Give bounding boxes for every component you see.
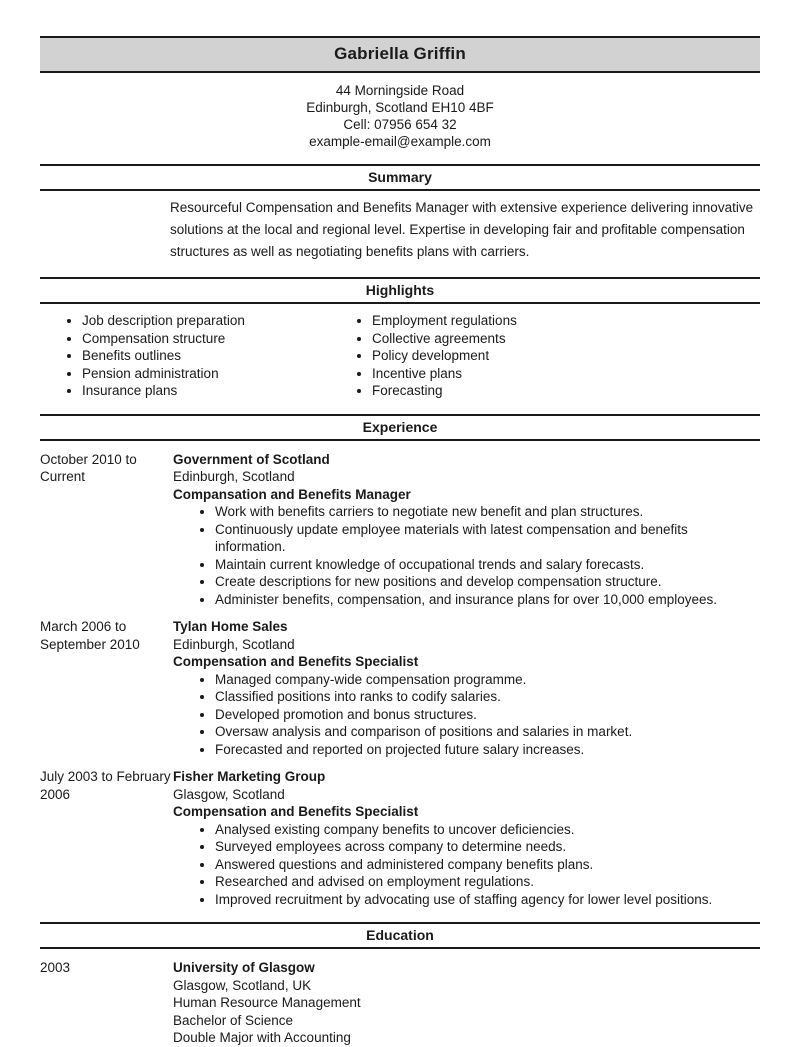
job-bullet: • Surveyed employees across company to determine needs. bbox=[215, 838, 760, 856]
highlights-columns bbox=[40, 312, 760, 400]
education-entry bbox=[40, 959, 760, 1047]
highlight-item: • Compensation structure bbox=[82, 330, 330, 347]
email-address: example-email@example.com bbox=[309, 134, 491, 149]
job-bullet-list bbox=[173, 503, 760, 608]
address-line-1: 44 Morningside Road bbox=[335, 83, 465, 98]
job-bullet: • Researched and advised on employment regulations. bbox=[215, 873, 760, 891]
job-bullet: • Create descriptions for new positions and develop compensation structure. bbox=[215, 573, 760, 591]
job-location: Edinburgh, Scotland bbox=[173, 469, 295, 484]
job-date: October 2010 to Current bbox=[40, 451, 137, 484]
person-name: Gabriella Griffin bbox=[334, 44, 466, 63]
job-location: Glasgow, Scotland bbox=[173, 786, 285, 802]
job-body bbox=[173, 618, 760, 758]
highlights-list-right bbox=[330, 312, 517, 400]
contact-block bbox=[40, 82, 760, 150]
experience-entry bbox=[40, 451, 760, 609]
education-date: 2003 bbox=[40, 960, 71, 975]
highlight-item: • Forecasting bbox=[372, 382, 517, 399]
highlight-item: • Pension administration bbox=[82, 365, 330, 382]
job-bullet: • Answered questions and administered company benefits plans. bbox=[215, 856, 760, 874]
job-bullet: • Improved recruitment by advocating use of staffing agency for lower level positions. bbox=[215, 891, 760, 909]
job-location: Edinburgh, Scotland bbox=[173, 636, 295, 652]
job-bullet: • Administer benefits, compensation, and insurance plans for over 10,000 employees. bbox=[215, 591, 760, 609]
job-bullet: • Forecasted and reported on projected future salary increases. bbox=[215, 741, 760, 759]
highlights-list-left bbox=[40, 312, 330, 400]
experience-entry bbox=[40, 618, 760, 758]
education-school: University of Glasgow bbox=[173, 960, 315, 975]
experience-heading: Experience bbox=[40, 414, 760, 441]
job-bullet: • Managed company-wide compensation programme. bbox=[215, 671, 760, 689]
job-role: Compensation and Benefits Specialist bbox=[173, 804, 419, 819]
highlight-item: • Job description preparation bbox=[82, 312, 330, 329]
job-bullet: • Developed promotion and bonus structures. bbox=[215, 706, 760, 724]
job-bullet: • Work with benefits carriers to negotiate new benefit and plan structures. bbox=[215, 503, 760, 521]
job-bullet: • Analysed existing company benefits to uncover deficiencies. bbox=[215, 821, 760, 839]
education-note: Double Major with Accounting bbox=[173, 1030, 351, 1045]
address-line-2: Edinburgh, Scotland EH10 4BF bbox=[306, 100, 494, 115]
highlight-item: • Incentive plans bbox=[372, 365, 517, 382]
job-bullet: • Oversaw analysis and comparison of positions and salaries in market. bbox=[215, 723, 760, 741]
job-role: Compansation and Benefits Manager bbox=[173, 486, 411, 502]
highlights-heading: Highlights bbox=[40, 277, 760, 304]
job-company: Government of Scotland bbox=[173, 451, 330, 467]
job-body bbox=[173, 768, 760, 908]
job-date: July 2003 to February 2006 bbox=[40, 769, 171, 802]
job-date: March 2006 to September 2010 bbox=[40, 619, 140, 652]
highlight-item: • Insurance plans bbox=[82, 382, 330, 399]
education-body bbox=[173, 959, 760, 1047]
job-bullet: • Maintain current knowledge of occupational trends and salary forecasts. bbox=[215, 556, 760, 574]
summary-text: Resourceful Compensation and Benefits Manager with extensive experience delivering innovative solutions at the local and regional level. Expertise in developing fair and profitable compensation structures as well as negotiating benefits plans with carriers. bbox=[170, 200, 754, 259]
job-bullet-list bbox=[173, 821, 760, 909]
experience-entry bbox=[40, 768, 760, 908]
summary-heading: Summary bbox=[40, 164, 760, 191]
education-field: Human Resource Management bbox=[173, 995, 361, 1010]
name-banner bbox=[40, 36, 760, 73]
job-company: Fisher Marketing Group bbox=[173, 769, 326, 784]
job-role: Compensation and Benefits Specialist bbox=[173, 654, 419, 669]
job-body bbox=[173, 451, 760, 609]
job-bullet: • Classified positions into ranks to codify salaries. bbox=[215, 688, 760, 706]
job-company: Tylan Home Sales bbox=[173, 619, 288, 634]
job-bullet-list bbox=[173, 671, 760, 759]
education-heading: Education bbox=[40, 922, 760, 949]
job-bullet: • Continuously update employee materials with latest compensation and benefits information. bbox=[215, 521, 760, 556]
education-degree: Bachelor of Science bbox=[173, 1012, 294, 1028]
highlight-item: • Benefits outlines bbox=[82, 347, 330, 364]
highlight-item: • Collective agreements bbox=[372, 330, 517, 347]
phone-number: Cell: 07956 654 32 bbox=[343, 117, 457, 132]
highlight-item: • Employment regulations bbox=[372, 312, 517, 329]
highlight-item: • Policy development bbox=[372, 347, 517, 364]
education-location: Glasgow, Scotland, UK bbox=[173, 977, 312, 993]
